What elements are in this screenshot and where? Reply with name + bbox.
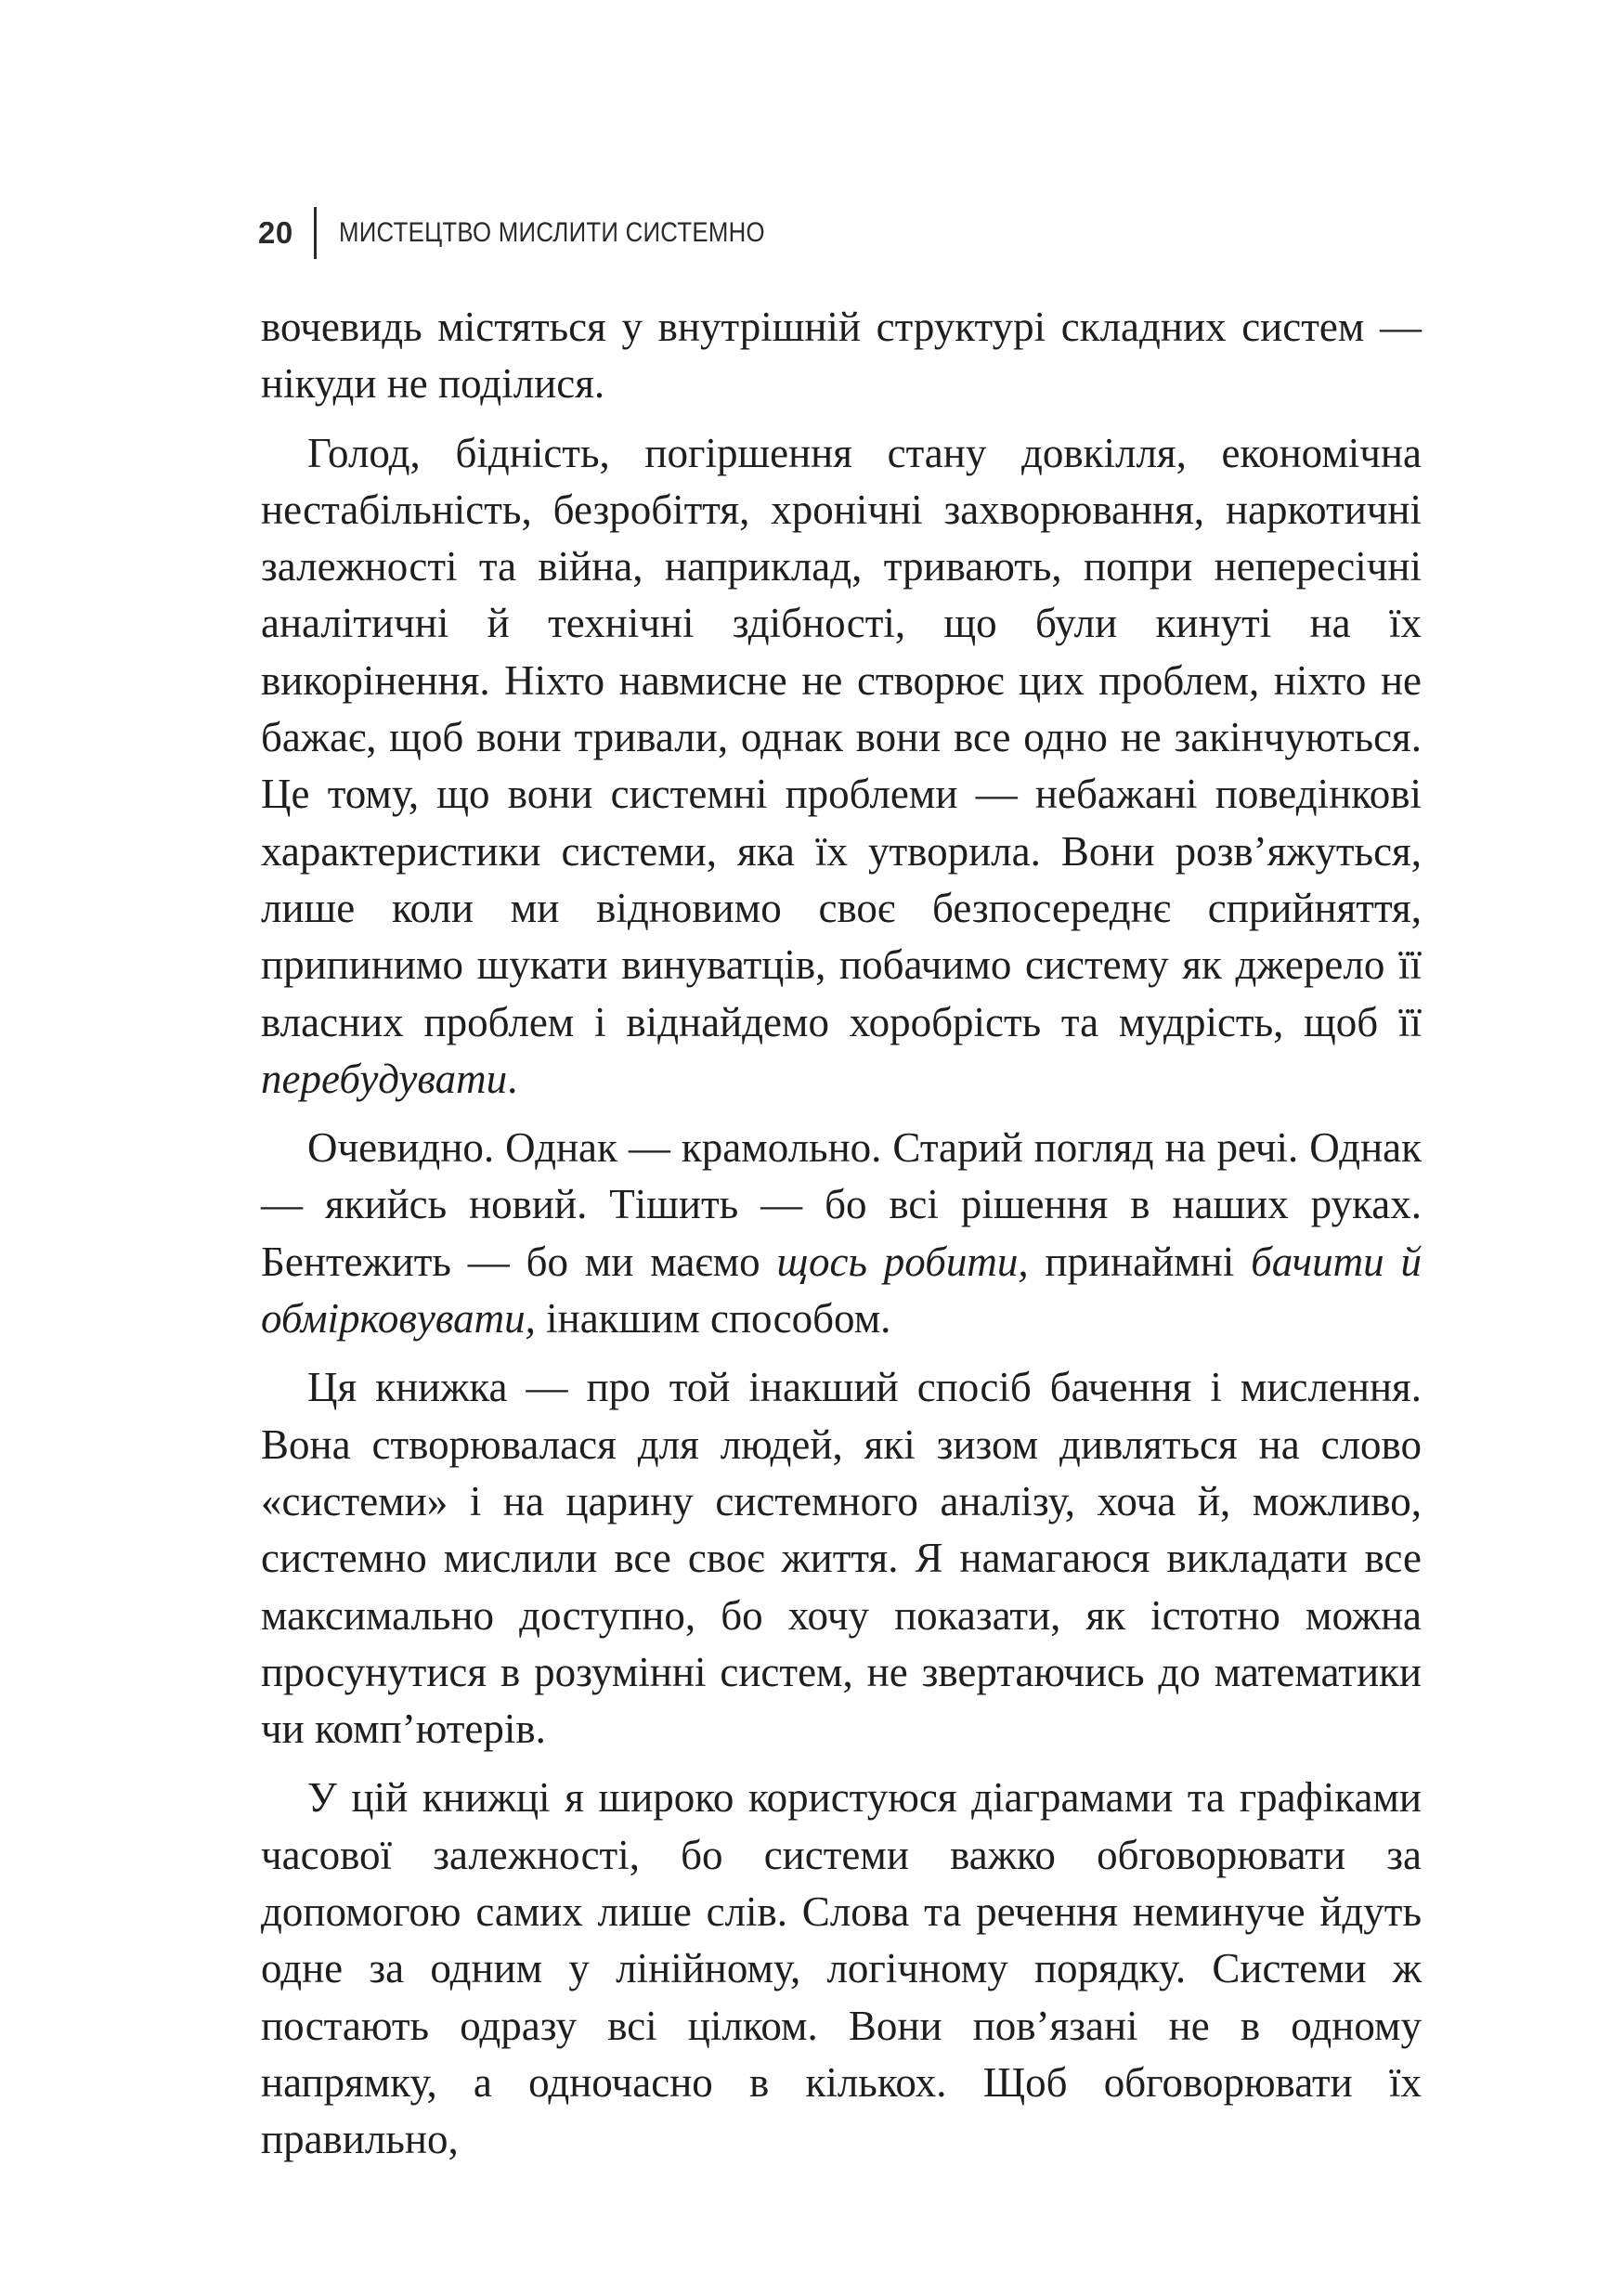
page-number: 20 — [258, 215, 293, 250]
header-divider — [314, 207, 317, 259]
paragraph-continued: вочевидь містяться у внутрішній структурі складних систем — нікуди не поділися. — [261, 304, 1422, 408]
paragraph: Ця книжка — про той інакший спосіб бачення і мислення. Вона створювалася для людей, які зизом дивляться на слово «системи» і на царину системного аналізу, хоча й, можливо, системно мислили все своє життя. Я намагаюся викладати все максимально доступно, бо хочу показати, як істотно можна просунутися в розумінні систем, не звертаючись до математики чи комп’ютерів. — [261, 1364, 1422, 1753]
paragraph: У цій книжці я широко користуюся діаграмами та графіками часової залежності, бо системи важко обговорювати за допомогою самих лише слів. Слова та речення неминуче йдуть одне за одним у лінійному, логічному порядку. Системи ж постають одразу всі цілком. Вони пов’язані не в одному напрямку, а одночасно в кількох. Щоб обговорювати їх правильно, — [261, 1774, 1422, 2163]
emphasis: щось робити, — [776, 1238, 1029, 1285]
running-head — [258, 206, 834, 260]
running-head-title: МИСТЕЦТВО МИСЛИТИ СИСТЕМНО — [338, 217, 765, 248]
paragraph: Голод, бідність, погіршення стану довкілля, економічна нестабільність, безробіття, хронічні захворювання, наркотичні залежності та війна, наприклад, тривають, попри непересічні аналітичні й технічні здібності, що були кинуті на їх викорінення. Ніхто навмисне не створює цих проблем, ніхто не бажає, щоб вони тривали, однак вони все одно не закінчуються. Це тому, що вони системні проблеми — небажані поведінкові характеристики системи, яка їх утворила. Вони розв’яжуться, лише коли ми відновимо своє безпосереднє сприйняття, припинимо шукати винуватців, побачимо систему як джерело її власних проблем і віднайдемо хоробрість та мудрість, щоб її перебудувати. — [261, 429, 1422, 1102]
emphasis: бачити й обмірковувати, — [261, 1238, 1422, 1343]
paragraph: Очевидно. Однак — крамольно. Старий погляд на речі. Однак — якийсь новий. Тішить — бо всі рішення в наших руках. Бентежить — бо ми маємо щось робити, принаймні бачити й обмірковувати, інакшим способом. — [261, 1124, 1422, 1343]
emphasis: перебудувати — [261, 1055, 508, 1102]
body-text — [261, 299, 1422, 2169]
